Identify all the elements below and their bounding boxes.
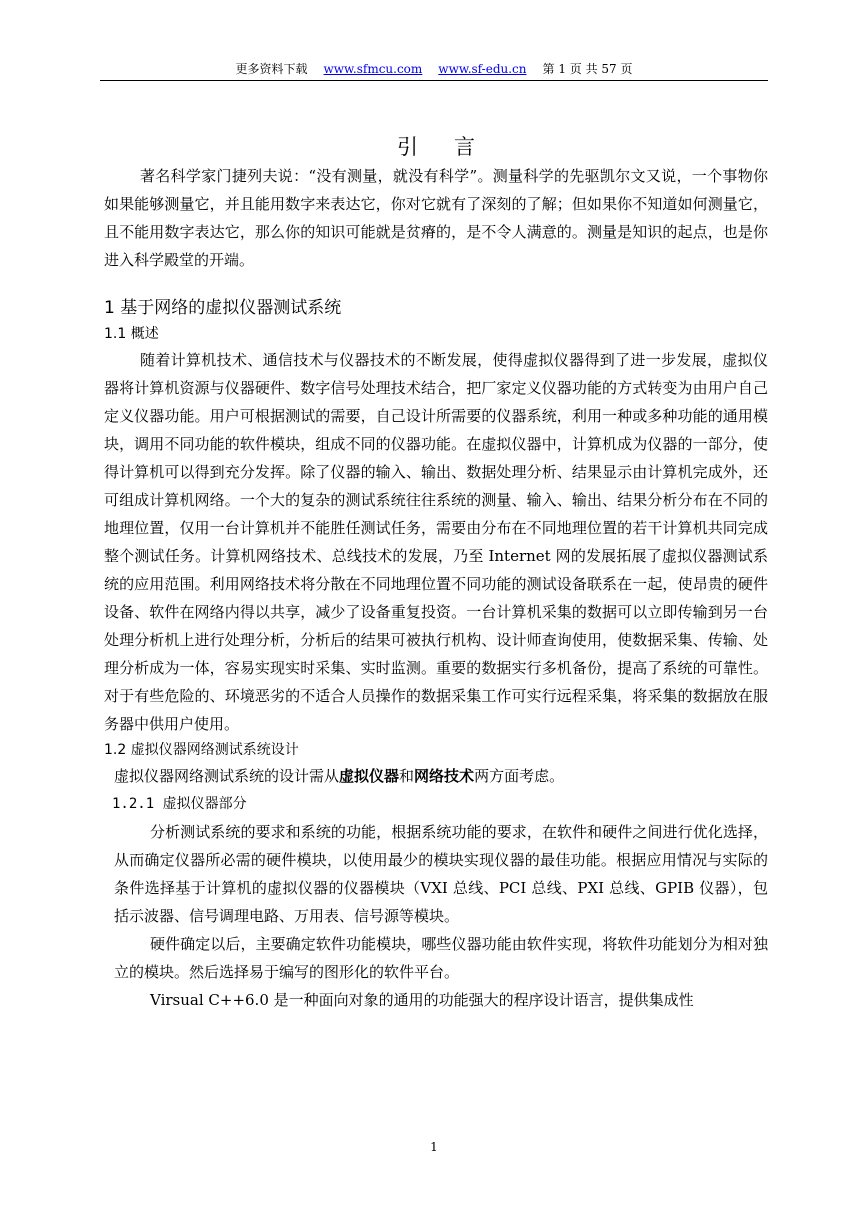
page-number: 1 <box>430 1140 438 1154</box>
page-title: 引言 <box>397 135 511 159</box>
section-1-2-1-body <box>114 818 768 1014</box>
section-1-2-1-heading: 1.2.1 虚拟仪器部分 <box>112 796 247 812</box>
header-divider <box>100 80 768 81</box>
section-1-2-1-paragraph-3: Virsual C++6.0 是一种面向对象的通用的功能强大的程序设计语言，提供集成性 <box>150 991 694 1009</box>
section-1-2-heading: 1.2 虚拟仪器网络测试系统设计 <box>104 742 299 758</box>
section-1-1-paragraph: 随着计算机技术、通信技术与仪器技术的不断发展，使得虚拟仪器得到了进一步发展，虚拟仪器将计算机资源与仪器硬件、数字信号处理技术结合，把厂家定义仪器功能的方式转变为由用户自己定义仪器功能。用户可根据测试的需要，自己设计所需要的仪器系统，利用一种或多种功能的通用模块，调用不同功能的软件模块，组成不同的仪器功能。在虚拟仪器中，计算机成为仪器的一部分，使得计算机可以得到充分发挥。除了仪器的输入、输出、数据处理分析、结果显示由计算机完成外，还可组成计算机网络。一个大的复杂的测试系统往往系统的测量、输入、输出、结果分析分布在不同的地理位置，仅用一台计算机并不能胜任测试任务，需要由分布在不同地理位置的若干计算机共同完成整个测试任务。计算机网络技术、总线技术的发展，乃至 Internet 网的发展拓展了虚拟仪器测试系统的应用范围。利用网络技术将分散在不同地理位置不同功能的测试设备联系在一起，使昂贵的硬件设备、软件在网络内得以共享，减少了设备重复投资。一台计算机采集的数据可以立即传输到另一台处理分析机上进行处理分析，分析后的结果可被执行机构、设计师查询使用，使数据采集、传输、处理分析成为一体，容易实现实时采集、实时监测。重要的数据实行多机备份，提高了系统的可靠性。对于有些危险的、环境恶劣的不适合人员操作的数据采集工作可实行远程采集，将采集的数据放在服务器中供用户使用。 <box>104 351 768 733</box>
section-1-1-heading: 1.1 概述 <box>104 326 159 342</box>
document-body <box>104 132 768 1014</box>
section-1-2-bold-virtual-instrument: 虚拟仪器 <box>339 767 400 785</box>
section-1-2-1-paragraph-2: 硬件确定以后，主要确定软件功能模块，哪些仪器功能由软件实现，将软件功能划分为相对独立的模块。然后选择易于编写的图形化的软件平台。 <box>114 935 768 981</box>
section-1-2-1-paragraph-1: 分析测试系统的要求和系统的功能，根据系统功能的要求，在软件和硬件之间进行优化选择，从而确定仪器所必需的硬件模块，以使用最少的模块实现仪器的最佳功能。根据应用情况与实际的条件选择基于计算机的虚拟仪器的仪器模块（VXI 总线、PCI 总线、PXI 总线、GPIB 仪器），包括示波器、信号调理电路、万用表、信号源等模块。 <box>114 823 768 925</box>
section-1-2-bold-network: 网络技术 <box>414 767 475 785</box>
header-page-info: 第 1 页 共 57 页 <box>542 62 633 76</box>
section-1-2-text-mid: 和 <box>399 767 415 785</box>
section-1-2-text-pre: 虚拟仪器网络测试系统的设计需从 <box>114 767 340 785</box>
header-link-sfmcu[interactable]: www.sfmcu.com <box>323 62 423 76</box>
section-1-2-paragraph <box>114 762 768 790</box>
intro-paragraph: 著名科学家门捷列夫说：“没有测量，就没有科学”。测量科学的先驱凯尔文又说，一个事物你如果能够测量它，并且能用数字来表达它，你对它就有了深刻的了解；但如果你不知道如何测量它，且不能用数字表达它，那么你的知识可能就是贫瘠的，是不令人满意的。测量是知识的起点，也是你进入科学殿堂的开端。 <box>104 167 768 269</box>
header-prefix: 更多资料下载 <box>235 62 308 76</box>
section-1-2-text-post: 两方面考虑。 <box>474 767 565 785</box>
section-1-heading: 1 基于网络的虚拟仪器测试系统 <box>104 298 342 318</box>
page-header <box>0 60 868 78</box>
header-link-sfedu[interactable]: www.sf-edu.cn <box>438 62 527 76</box>
